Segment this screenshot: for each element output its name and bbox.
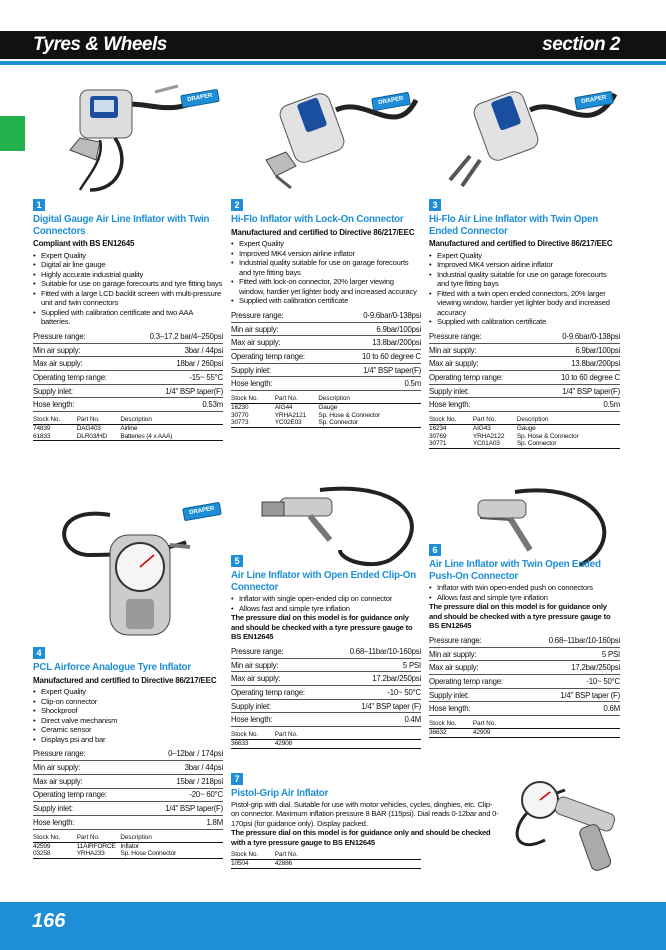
spec-row <box>231 309 421 323</box>
stock-number: 16234 <box>429 425 447 433</box>
product-7 <box>231 769 499 869</box>
stock-number: 30769 <box>429 432 447 440</box>
spec-row <box>231 322 421 336</box>
feature-item: • Expert Quality <box>429 251 620 261</box>
feature-item: • Improved MK4 version airline inflator <box>429 260 620 270</box>
part-header: Part No. <box>275 395 319 404</box>
spec-label: Min air supply: <box>231 322 337 336</box>
spec-table <box>33 747 223 830</box>
description: Sp. Hose & Connector <box>516 432 579 440</box>
spec-row <box>33 398 223 412</box>
spec-row <box>33 761 223 775</box>
feature-item: • Ceramic sensor <box>33 725 223 735</box>
spec-row <box>231 645 421 659</box>
spec-value: 0-9.6bar/0-138psi <box>535 330 620 344</box>
feature-list <box>231 239 421 306</box>
stock-row <box>33 433 223 441</box>
spec-value: 17.2bar/250psi <box>328 672 421 686</box>
description-header: Description <box>120 416 223 425</box>
feature-item: • Digital air line gauge <box>33 260 223 270</box>
spec-row <box>429 661 620 675</box>
product-title: Hi-Flo Air Line Inflator with Twin Open Ended Connector <box>429 214 599 237</box>
spec-value: -10~ 50°C <box>328 686 421 700</box>
part-number: YC02E03 <box>275 419 319 427</box>
spec-row <box>429 384 620 398</box>
guidance-note: The pressure dial on this model is for guidance only and should be checked with a tyre pressure gauge to BS EN12645 <box>429 602 611 630</box>
spec-value: 1/4" BSP taper(F) <box>535 384 620 398</box>
description: Inflator <box>120 842 139 850</box>
stock-number: 30771 <box>429 440 473 448</box>
spec-label: Operating temp range: <box>231 686 328 700</box>
description: Sp. Connector <box>318 419 421 427</box>
product-1 <box>33 195 223 441</box>
guidance-note: The pressure dial on this model is for guidance only and should be checked with a tyre pressure gauge to BS EN12645 <box>231 613 413 641</box>
feature-list <box>231 594 421 613</box>
spec-label: Hose length: <box>33 398 128 412</box>
header-bar <box>0 31 666 59</box>
spec-label: Max air supply: <box>429 661 526 675</box>
spec-table <box>231 309 421 392</box>
stock-number: 10504 <box>231 860 275 869</box>
stock-row <box>429 425 620 433</box>
feature-item: • Fitted with a large LCD backlit screen with multi-pressure unit and twin connectors <box>33 289 223 308</box>
spec-value: 13.8bar/200psi <box>337 336 421 350</box>
draper-logo-3: DRAPER <box>574 91 614 110</box>
feature-item: • Shockproof <box>33 706 223 716</box>
spec-row <box>231 658 421 672</box>
feature-list <box>429 583 620 602</box>
feature-item: • Suitable for use on garage forecourts and tyre fitting bays <box>33 279 223 289</box>
pistol-inflator-image <box>485 770 630 880</box>
spec-value: 0.5m <box>535 398 620 412</box>
feature-item: • Clip-on connector <box>33 697 223 707</box>
description: Gauge <box>318 404 338 412</box>
feature-item: • Highly accurate industrial quality <box>33 270 223 280</box>
product-title: Pistol-Grip Air Inflator <box>231 788 329 799</box>
spec-label: Max air supply: <box>231 672 328 686</box>
description: Sp. Connector <box>517 440 620 448</box>
product-number-badge: 7 <box>231 773 243 785</box>
part-number: 42908 <box>275 740 421 749</box>
product-5 <box>231 551 421 749</box>
spec-label: Hose length: <box>429 398 535 412</box>
product-certification: Manufactured and certified to Directive 86/217/EEC <box>429 239 613 248</box>
spec-row <box>33 357 223 371</box>
spec-row <box>33 747 223 761</box>
product-title: Digital Gauge Air Line Inflator with Twin Connectors <box>33 214 210 237</box>
stock-row <box>429 440 620 448</box>
stock-row <box>231 860 421 869</box>
product-number-badge: 3 <box>429 199 441 211</box>
part-number: DAG403 <box>76 425 101 433</box>
spec-label: Supply inlet: <box>33 802 140 816</box>
spec-row <box>429 371 620 385</box>
spec-label: Pressure range: <box>231 309 337 323</box>
spec-value: 1/4" BSP taper(F) <box>337 363 421 377</box>
product-certification: Manufactured and certified to Directive 86/217/EEC <box>231 227 415 237</box>
product-title: Hi-Flo Inflator with Lock-On Connector <box>231 214 404 225</box>
product-description: Pistol-grip with dial. Suitable for use with motor vehicles, cycles, dinghies, etc. Clip-on connector. Maximum inflation pressure 8 BAR (115psi). Dial reads 0-12bar and 0-170psi (for guidance only). Display packed. <box>231 799 499 828</box>
draper-logo-4: DRAPER <box>182 502 222 521</box>
stock-row <box>429 433 620 441</box>
spec-row <box>429 675 620 689</box>
feature-item: • Expert Quality <box>33 687 223 697</box>
product-title: Air Line Inflator with Twin Open Ended Push-On Connector <box>429 559 601 582</box>
spec-label: Min air supply: <box>429 343 535 357</box>
part-header: Part No. <box>275 731 421 740</box>
page-number: 166 <box>32 910 66 932</box>
spec-value: 0.4M <box>328 713 421 727</box>
spec-value: -10~ 50°C <box>526 675 620 689</box>
feature-item: • Expert Quality <box>231 239 421 249</box>
feature-item: • Inflator with twin open-ended push on connectors <box>429 583 620 593</box>
stock-number: 61833 <box>33 433 77 441</box>
feature-item: • Supplied with calibration certificate <box>429 317 620 327</box>
stock-number: 30770 <box>231 411 249 419</box>
spec-value: 0.3–17.2 bar/4–250psi <box>128 330 223 344</box>
part-header: Part No. <box>473 416 517 425</box>
spec-value: 1/4" BSP taper(F) <box>128 384 223 398</box>
spec-row <box>429 357 620 371</box>
stock-table <box>231 395 421 428</box>
page-title: Tyres & Wheels <box>33 34 167 55</box>
stock-row <box>429 729 620 738</box>
spec-value: 6.9bar/100psi <box>535 343 620 357</box>
spec-value: 1/4" BSP taper (F) <box>328 699 421 713</box>
part-number: YRHA233 <box>77 850 121 858</box>
stock-table <box>429 720 620 738</box>
spec-label: Operating temp range: <box>429 371 535 385</box>
feature-list <box>33 251 223 327</box>
spec-value: 6.9bar/100psi <box>337 322 421 336</box>
spec-value: 18bar / 260psi <box>128 357 223 371</box>
spec-row <box>33 788 223 802</box>
footer-bar <box>0 902 666 950</box>
stock-number: 36633 <box>231 740 275 749</box>
stock-row <box>33 850 223 858</box>
stock-row <box>231 740 421 749</box>
description-header: Description <box>517 416 620 425</box>
spec-label: Operating temp range: <box>429 675 526 689</box>
spec-row <box>429 647 620 661</box>
product-2 <box>231 195 421 428</box>
product-4 <box>33 643 223 859</box>
product-number-badge: 4 <box>33 647 45 659</box>
feature-item: • Inflator with single open-ended clip on connector <box>231 594 421 604</box>
spec-row <box>429 343 620 357</box>
spec-label: Pressure range: <box>429 634 526 648</box>
spec-value: 0.53m <box>128 398 223 412</box>
spec-row <box>231 699 421 713</box>
spec-row <box>33 815 223 829</box>
spec-row <box>33 384 223 398</box>
stock-header: Stock No. <box>429 720 473 729</box>
stock-table <box>33 416 223 441</box>
spec-row <box>429 634 620 648</box>
feature-item: • Fitted with a twin open ended connectors, 20% larger viewing window, hardier yet lighter body and increased accuracy <box>429 289 620 318</box>
spec-value: 10 to 60 degree C <box>535 371 620 385</box>
spec-label: Hose length: <box>429 702 526 716</box>
feature-item: • Supplied with calibration certificate and two AAA batteries. <box>33 308 223 327</box>
spec-label: Supply inlet: <box>231 699 328 713</box>
spec-label: Pressure range: <box>33 747 140 761</box>
feature-list <box>429 251 620 327</box>
feature-item: • Improved MK4 version airline inflator <box>231 249 421 259</box>
part-number: YC01A03 <box>473 440 517 448</box>
feature-item: • Allows fast and simple tyre inflation <box>231 604 421 614</box>
part-number: DLR03/HD <box>77 433 121 441</box>
spec-row <box>429 702 620 716</box>
spec-label: Pressure range: <box>33 330 128 344</box>
product-number-badge: 2 <box>231 199 243 211</box>
spec-label: Hose length: <box>231 713 328 727</box>
spec-label: Supply inlet: <box>33 384 128 398</box>
description-header: Description <box>120 834 223 843</box>
spec-label: Supply inlet: <box>429 688 526 702</box>
spec-label: Max air supply: <box>33 357 128 371</box>
product-certification: Compliant with BS EN12645 <box>33 239 135 248</box>
spec-table <box>33 330 223 413</box>
spec-row <box>231 686 421 700</box>
stock-table <box>429 416 620 449</box>
spec-row <box>231 350 421 364</box>
spec-value: 0-9.6bar/0-138psi <box>337 309 421 323</box>
part-header: Part No. <box>77 834 121 843</box>
stock-header: Stock No. <box>429 416 473 425</box>
spec-value: 0–12bar / 174psi <box>140 747 223 761</box>
spec-row <box>231 713 421 727</box>
draper-logo-1: DRAPER <box>180 89 220 108</box>
feature-item: • Supplied with calibration certificate <box>231 296 421 306</box>
product-3 <box>429 195 620 449</box>
stock-number: 74839 <box>33 425 51 433</box>
spec-value: 3bar / 44psi <box>128 343 223 357</box>
spec-row <box>231 377 421 391</box>
spec-label: Supply inlet: <box>429 384 535 398</box>
description: Airline <box>120 425 138 433</box>
feature-item: • Expert Quality <box>33 251 223 261</box>
spec-label: Max air supply: <box>33 774 140 788</box>
feature-item: • Industrial quality suitable for use on garage forecourts and tyre fitting bays <box>231 258 421 277</box>
spec-row <box>429 688 620 702</box>
spec-value: -15~ 55°C <box>128 371 223 385</box>
part-header: Part No. <box>473 720 620 729</box>
spec-value: 1/4" BSP taper (F) <box>526 688 620 702</box>
part-number: 42909 <box>473 729 620 738</box>
stock-header: Stock No. <box>231 731 275 740</box>
spec-label: Max air supply: <box>231 336 337 350</box>
spec-label: Pressure range: <box>231 645 328 659</box>
part-header: Part No. <box>275 851 421 860</box>
spec-row <box>231 336 421 350</box>
stock-row <box>231 404 421 412</box>
spec-value: 5 PSI <box>328 658 421 672</box>
stock-header: Stock No. <box>33 834 77 843</box>
stock-number: 36632 <box>429 729 473 738</box>
draper-logo-2: DRAPER <box>371 92 411 111</box>
product-number-badge: 6 <box>429 544 441 556</box>
feature-item: • Direct valve mechanism <box>33 716 223 726</box>
stock-number: 30773 <box>231 419 275 427</box>
part-number: AIG43 <box>472 425 491 433</box>
spec-row <box>231 672 421 686</box>
product-certification: Manufactured and certified to Directive 86/217/EEC <box>33 675 217 685</box>
part-number: AIG44 <box>274 404 293 412</box>
header-stripe <box>0 61 666 65</box>
spec-row <box>33 774 223 788</box>
product-title: Air Line Inflator with Open Ended Clip-On Connector <box>231 570 417 593</box>
spec-label: Hose length: <box>231 377 337 391</box>
stock-number: 03258 <box>33 850 77 858</box>
part-number: YRHA2121 <box>274 411 307 419</box>
spec-table <box>231 645 421 728</box>
feature-item: • Fitted with lock-on connector, 20% larger viewing window, hardier yet lighter body and increased accuracy <box>231 277 421 296</box>
spec-row <box>33 343 223 357</box>
stock-row <box>33 425 223 433</box>
spec-value: 13.8bar/200psi <box>535 357 620 371</box>
spec-label: Operating temp range: <box>33 788 140 802</box>
stock-number: 16230 <box>231 404 249 412</box>
stock-table <box>231 851 421 869</box>
stock-table <box>33 834 223 859</box>
spec-value: 3bar / 44psi <box>140 761 223 775</box>
spec-label: Supply inlet: <box>231 363 337 377</box>
stock-number: 42599 <box>33 842 51 850</box>
stock-row <box>231 419 421 427</box>
spec-label: Min air supply: <box>33 343 128 357</box>
description: Sp. Hose & Connector <box>318 411 380 419</box>
feature-item: • Allows fast and simple tyre inflation <box>429 593 620 603</box>
spec-table <box>429 634 620 717</box>
stock-header: Stock No. <box>33 416 77 425</box>
part-number: 42886 <box>275 860 421 869</box>
spec-label: Hose length: <box>33 815 140 829</box>
spec-row <box>33 371 223 385</box>
stock-row <box>231 412 421 420</box>
product-number-badge: 1 <box>33 199 45 211</box>
spec-label: Min air supply: <box>33 761 140 775</box>
spec-label: Pressure range: <box>429 330 535 344</box>
stock-header: Stock No. <box>231 851 275 860</box>
spec-label: Operating temp range: <box>33 371 128 385</box>
spec-value: 15bar / 218psi <box>140 774 223 788</box>
description-header: Description <box>318 395 421 404</box>
spec-row <box>33 802 223 816</box>
description: Batteries (4 x AAA) <box>120 433 223 441</box>
feature-list <box>33 687 223 744</box>
stock-header: Stock No. <box>231 395 275 404</box>
spec-value: -20~ 60°C <box>140 788 223 802</box>
part-header: Part No. <box>77 416 121 425</box>
feature-item: • Industrial quality suitable for use on garage forecourts and tyre fitting bays <box>429 270 620 289</box>
spec-label: Min air supply: <box>429 647 526 661</box>
product-6 <box>429 540 620 738</box>
spec-row <box>429 398 620 412</box>
part-number: YRHA2122 <box>472 432 505 440</box>
spec-value: 0.68–11bar/10-160psi <box>526 634 620 648</box>
spec-label: Operating temp range: <box>231 350 337 364</box>
spec-row <box>33 330 223 344</box>
product-number-badge: 5 <box>231 555 243 567</box>
spec-table <box>429 330 620 413</box>
part-number: 11AIRFORCE <box>76 842 116 850</box>
spec-value: 1/4" BSP taper(F) <box>140 802 223 816</box>
spec-row <box>231 363 421 377</box>
spec-label: Min air supply: <box>231 658 328 672</box>
spec-value: 17.2bar/250psi <box>526 661 620 675</box>
feature-item: • Displays psi and bar <box>33 735 223 745</box>
description: Sp. Hose Connector <box>120 850 223 858</box>
spec-value: 5 PSI <box>526 647 620 661</box>
section-label: section 2 <box>542 34 620 55</box>
stock-row <box>33 842 223 850</box>
guidance-note: The pressure dial on this model is for guidance only and should be checked with a tyre pressure gauge to BS EN12645 <box>231 828 491 847</box>
stock-table <box>231 731 421 749</box>
spec-label: Max air supply: <box>429 357 535 371</box>
spec-value: 0.68–11bar/10-160psi <box>328 645 421 659</box>
spec-row <box>429 330 620 344</box>
spec-value: 0.6M <box>526 702 620 716</box>
spec-value: 10 to 60 degree C <box>337 350 421 364</box>
spec-value: 0.5m <box>337 377 421 391</box>
spec-value: 1.8M <box>140 815 223 829</box>
product-title: PCL Airforce Analogue Tyre Inflator <box>33 662 191 673</box>
description: Gauge <box>516 425 536 433</box>
section-side-tab <box>0 116 25 151</box>
